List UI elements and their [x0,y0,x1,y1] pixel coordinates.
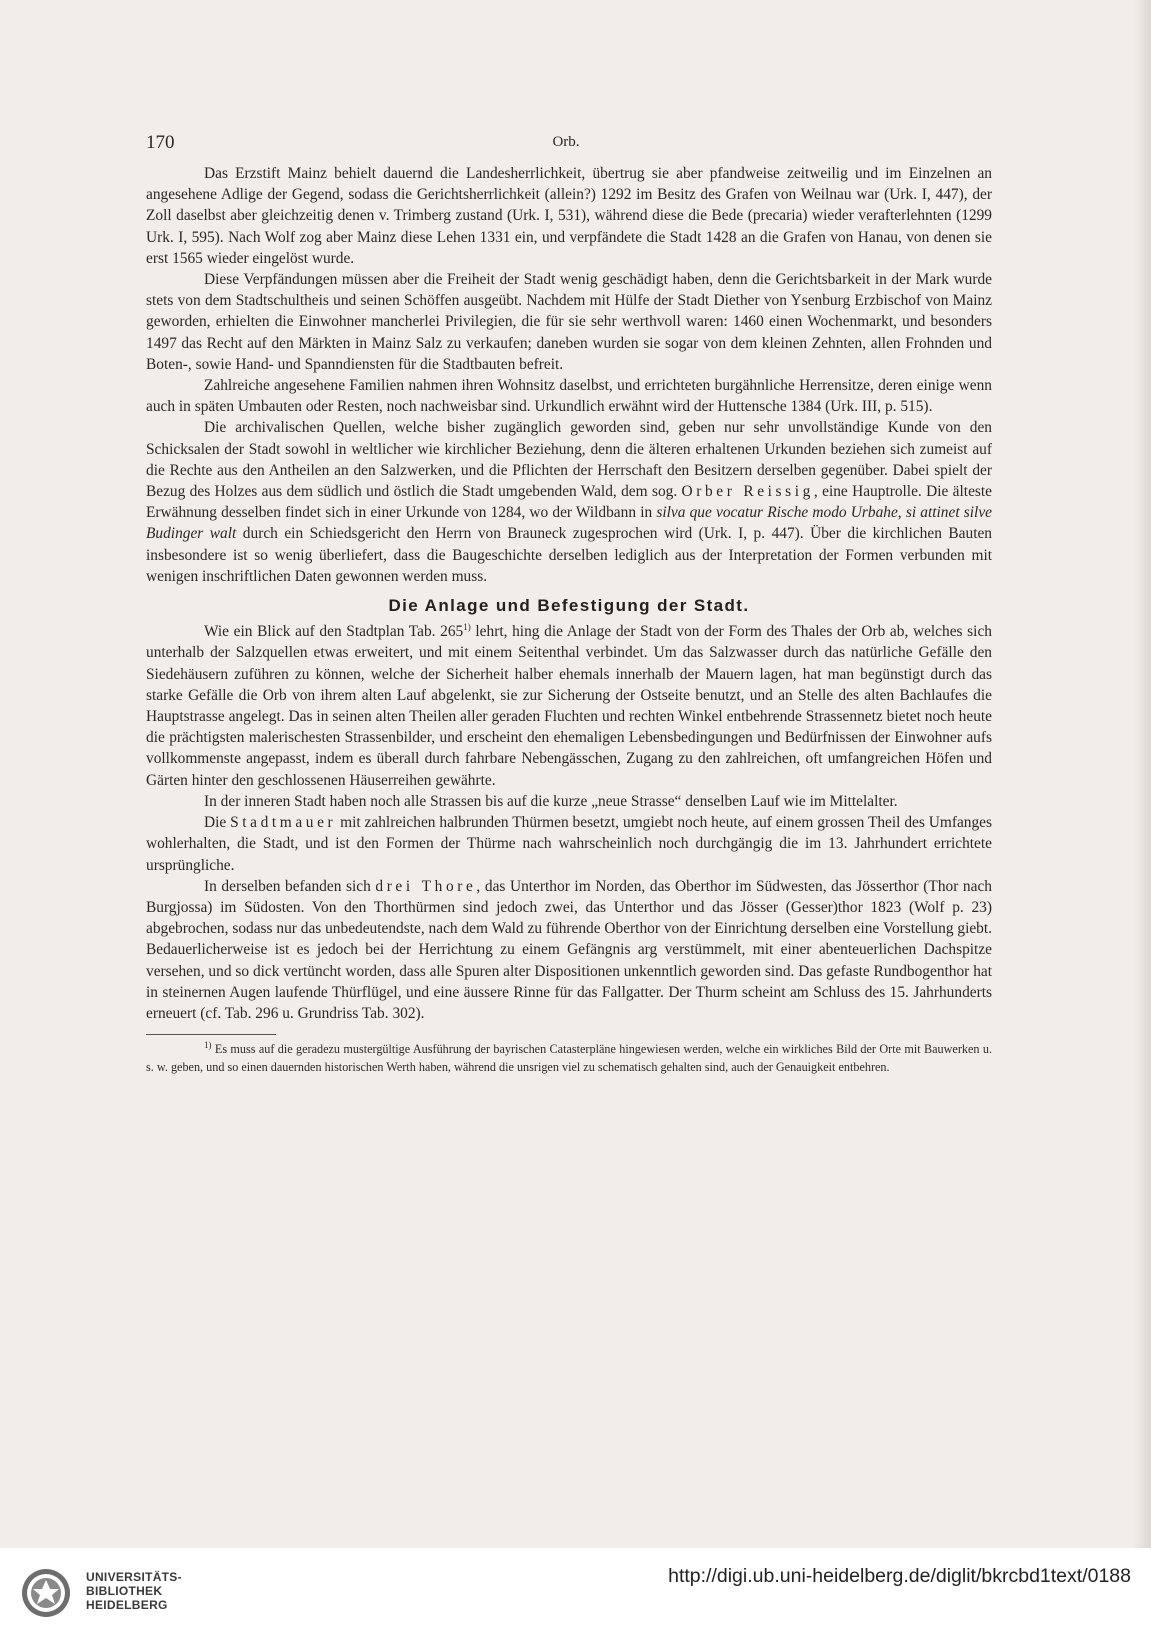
paragraph-4 [146,417,992,587]
paragraph-5-text-a: Wie ein Blick auf den Stadtplan Tab. 265 [204,623,464,641]
paragraph-8-text-a: In derselben befanden sich [204,877,371,895]
library-name-line-2: BIBLIOTHEK [86,1584,163,1598]
paragraph-5 [146,621,992,791]
library-name-line-3: HEIDELBERG [86,1598,168,1612]
paragraph-7 [146,812,992,876]
stadtmauer-term: Stadtmauer [230,814,337,832]
footnote-text: Es muss auf die geradezu mustergültige Ausführung der bayrischen Catasterpläne hingewiesen werden, welche ein wirkliches Bild der Orte mit Bauwerken u. s. w. geben, und so einen dauernden historischen Werth haben, während die unsrigen viel zu schematisch gehalten sind, auch der Genauigkeit entbehren. [146,1042,992,1074]
paragraph-8 [146,876,992,1024]
paragraph-4-text-b: , eine Hauptrolle. Die älteste Erwähnung desselben findet sich in einer Urkunde von 1284, wo der Wildbann in [146,483,992,522]
running-head [146,132,986,158]
source-url-link[interactable]: http://digi.ub.uni-heidelberg.de/diglit/bkrcbd1text/0188 [668,1565,1131,1587]
footnote [146,1041,992,1076]
paragraph-3: Zahlreiche angesehene Familien nahmen ihren Wohnsitz daselbst, und errichteten burgähnliche Herrensitze, deren einige wenn auch in späten Umbauten oder Resten, noch nachweisbar sind. Urkundlich erwähnt wird der Huttensche 1384 (Urk. III, p. 515). [146,377,992,416]
paragraph-5-text-b: lehrt, hing die Anlage der Stadt von der Form des Thales der Orb ab, welches sich unterhalb der Salzquellen etwas erweitert, und mit einem Seitenthal verbindet. Um das Salzwasser durch das natürliche Gefälle den Siedehäusern zuführen zu können, welche der Sicherheit halber ehemals innerhalb der Mauern lagen, hat man begünstigt durch das starke Gefälle die Orb von ihrem alten Lauf abgelenkt, sie zur Sicherung der Ostseite benutzt, und an Stelle des alten Bachlaufes die Hauptstrasse angelegt. Das in seinen alten Theilen aller geraden Fluchten und rechten Winkel entbehrende Strassennetz bietet noch heute die prächtigsten malerischesten Strassenbilder, und erscheint den ehemaligen Lebensbedingungen und Bedürfnissen der Einwohner aufs vollkommenste angepasst, indem es überall durch fahrbare Nebengässchen, Zugang zu den zahlreichen, oft umfangreichen Höfen und Gärten hinter den geschlossenen Häuserreihen gewährte. [146,623,992,789]
paragraph-7-text-a: Die [204,814,227,832]
library-seal-icon [20,1567,72,1619]
paragraph-7-text-b: mit zahlreichen halbrunden Thürmen besetzt, umgiebt noch heute, auf einem grossen Theil des Umfanges wohlerhalten, die Stadt, und ist den Formen der Thürme nach wahrscheinlich noch durchgängig die im 13. Jahrhundert errichtete ursprüngliche. [146,814,992,874]
footnote-mark: 1) [204,1040,212,1051]
library-logo[interactable] [20,1561,180,1623]
latin-quotation: silva que vocatur Rische modo Urbahe, si attinet silve Budinger walt [146,504,992,543]
drei-thore-term: drei Thore [375,877,477,895]
page-number: 170 [146,132,175,153]
running-title: Orb. [552,134,580,150]
paragraph-2: Diese Verpfändungen müssen aber die Freiheit der Stadt wenig geschädigt haben, denn die Gerichtsbarkeit in der Mark wurde stets von dem Stadtschultheis und seinen Schöffen ausgeübt. Nachdem mit Hülfe der Stadt Diether von Ysenburg Erzbischof von Mainz geworden, erhielten die Einwohner mancherlei Privilegien, die für sie sehr werthvoll waren: 1460 einen Wochenmarkt, und besonders 1497 das Recht auf den Märkten in Mainz Salz zu verkaufen; daneben wurden sie sogar von dem kleinen Zehnten, allen Frohnden und Boten-, sowie Hand- und Spanndiensten für die Stadtbauten befreit. [146,271,992,373]
viewer-footer [0,1548,1151,1643]
paragraph-6: In der inneren Stadt haben noch alle Strassen bis auf die kurze „neue Strasse“ denselben Lauf wie im Mittelalter. [204,792,898,810]
page-edge-shadow [1133,0,1151,1548]
paragraph-8-text-b: , das Unterthor im Norden, das Oberthor im Südwesten, das Jösserthor (Thor nach Burgjossa) im Südosten. Von den Thorthürmen sind jedoch zwei, das Unterthor und das Jösser (Gesser)thor 1823 (Wolf p. 23) abgebrochen, sodass nur das unbedeutendste, nach dem Wald zu führende Oberthor von der Einrichtung derselben eine Vorstellung giebt. Bedauerlicherweise ist es jedoch bei der Herrichtung zu einem Gefängnis arg verstümmelt, mit einer abenteuerlichen Dachspitze versehen, und so dick vertüncht worden, dass alle Spuren alter Dispositionen unkenntlich geworden sind. Das gefaste Rundbogenthor hat in steinernen Augen laufende Thürflügel, und eine äussere Rinne für das Fallgatter. Der Thurm scheint am Schluss des 15. Jahrhunderts erneuert (cf. Tab. 296 u. Grundriss Tab. 302). [146,877,992,1022]
footnote-rule [146,1034,276,1035]
footnote-reference: 1) [463,622,471,633]
paragraph-4-text-a: Die archivalischen Quellen, welche bisher zugänglich geworden sind, geben nur sehr unvollständige Kunde von den Schicksalen der Stadt sowohl in weltlicher wie kirchlicher Beziehung, denn die älteren erhaltenen Urkunden beziehen sich zumeist auf die Rechte aus den Antheilen an den Salzwerken, und die Pflichten der Herrschaft den Besitzern derselben gegenüber. Dabei spielt der Bezug des Holzes aus dem südlich und östlich die Stadt umgebenden Wald, dem sog. [146,419,992,501]
orber-reissig-term: Orber Reissig [681,483,814,501]
library-name-line-1: UNIVERSITÄTS- [86,1570,182,1584]
section-heading: Die Anlage und Befestigung der Stadt. [388,596,750,616]
paragraph-4-text-c: durch ein Schiedsgericht den Herrn von Brauneck zugesprochen wird (Urk. I, p. 447). Über die kirchlichen Bauten insbesondere ist so wenig überliefert, dass die Baugeschichte derselben lediglich aus der Interpretation der Formen verbunden mit wenigen inschriftlichen Daten gewonnen werden muss. [146,525,992,585]
body-text [146,163,992,1076]
paragraph-1: Das Erzstift Mainz behielt dauernd die Landesherrlichkeit, übertrug sie aber pfandweise zeitweilig und im Einzelnen an angesehene Adlige der Gegend, sodass die Gerichtsherrlichkeit (allein?) 1292 im Besitz des Grafen von Weilnau war (Urk. I, 447), der Zoll daselbst aber gleichzeitig denen v. Trimberg zustand (Urk. I, 531), während diese die Bede (precaria) wieder verafterlehnten (1299 Urk. I, 595). Nach Wolf zog aber Mainz diese Lehen 1331 ein, und verpfändete die Stadt 1428 an die Grafen von Hanau, von denen sie erst 1565 wieder eingelöst wurde. [146,165,992,267]
library-name [86,1570,182,1612]
